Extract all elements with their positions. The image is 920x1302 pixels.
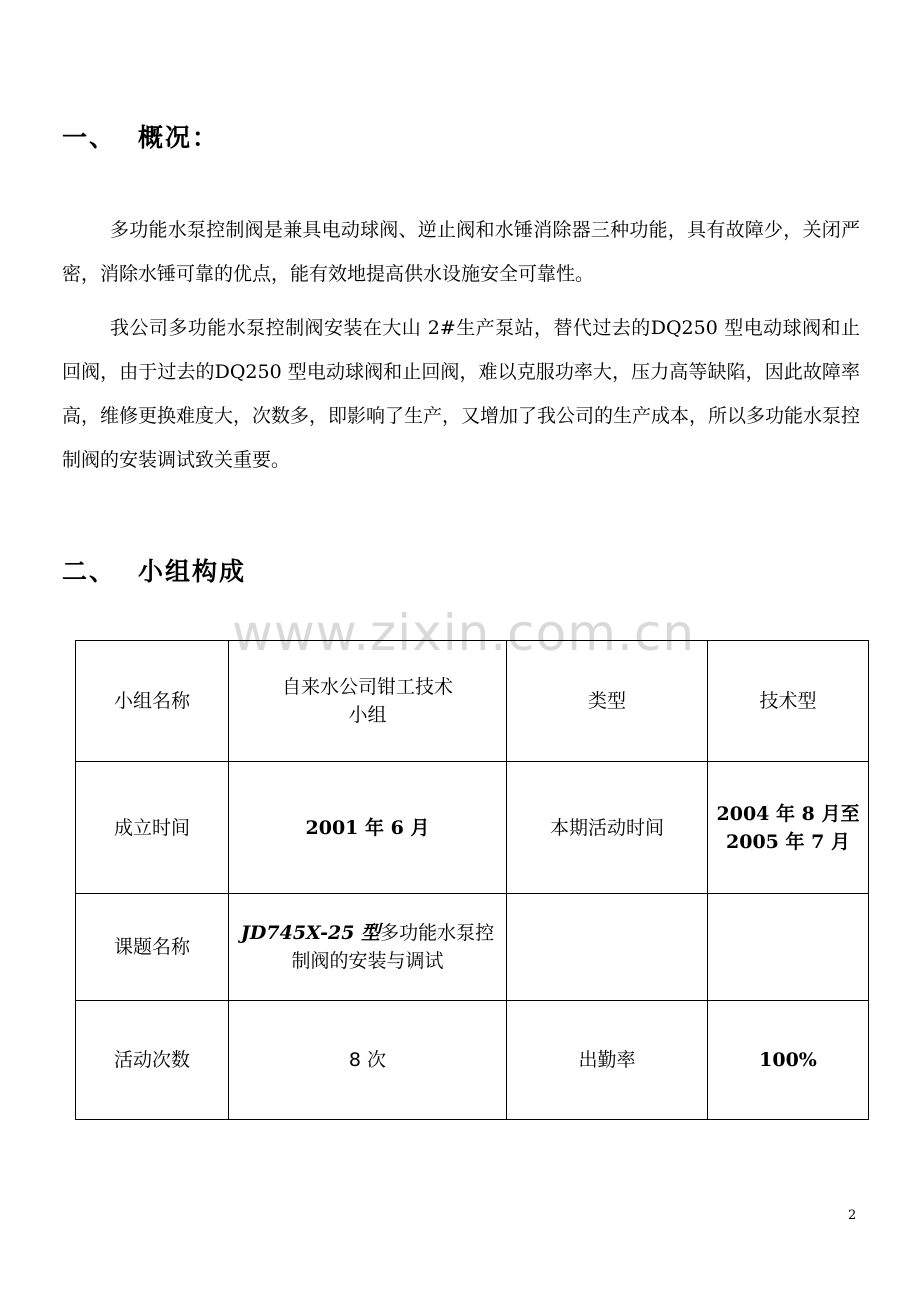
section-title: 概况： [138,123,220,152]
label-founded: 成立时间 [76,762,229,894]
paragraph-background: 我公司多功能水泵控制阀安装在大山 2#生产泵站，替代过去的DQ250 型电动球阀和止回阀，由于过去的DQ250 型电动球阀和止回阀，难以克服功率大，压力高等缺陷，因此故障率高，维修更换难度大，次数多，即影响了生产，又增加了我公司的生产成本，所以多功能水泵控制阀的安装调试致关重要。 [62,317,861,471]
table-row [76,762,869,894]
label-team-name: 小组名称 [76,641,229,762]
label-attendance: 出勤率 [507,1001,708,1120]
value-topic: JD745X-25 型多功能水泵控制阀的安装与调试 [229,894,507,1001]
section-number: 一、 [62,123,117,152]
table-row [76,1001,869,1120]
empty-cell [708,894,869,1001]
paragraph-intro: 多功能水泵控制阀是兼具电动球阀、逆止阀和水锤消除器三种功能，具有故障少，关闭严密，消除水锤可靠的优点，能有效地提高供水设施安全可靠性。 [62,219,860,285]
label-type: 类型 [507,641,708,762]
value-activity-count: 8 次 [229,1001,507,1120]
empty-cell [507,894,708,1001]
value-founded: 2001 年 6 月 [229,762,507,894]
label-activity-count: 活动次数 [76,1001,229,1120]
label-topic: 课题名称 [76,894,229,1001]
value-team-name: 自来水公司钳工技术 小组 [229,641,507,762]
value-type: 技术型 [708,641,869,762]
value-attendance: 100% [708,1001,869,1120]
table-row [76,641,869,762]
watermark: www.zixin.com.cn [232,604,696,662]
section-heading-team [62,552,246,588]
value-activity-period: 2004 年 8 月至 2005 年 7 月 [708,762,869,894]
section-heading-overview [62,118,219,154]
section-title: 小组构成 [138,557,247,586]
label-activity-period: 本期活动时间 [507,762,708,894]
page-number: 2 [848,1208,857,1223]
section-number: 二、 [62,557,117,586]
table-row [76,894,869,1001]
team-info-table [75,640,869,1120]
